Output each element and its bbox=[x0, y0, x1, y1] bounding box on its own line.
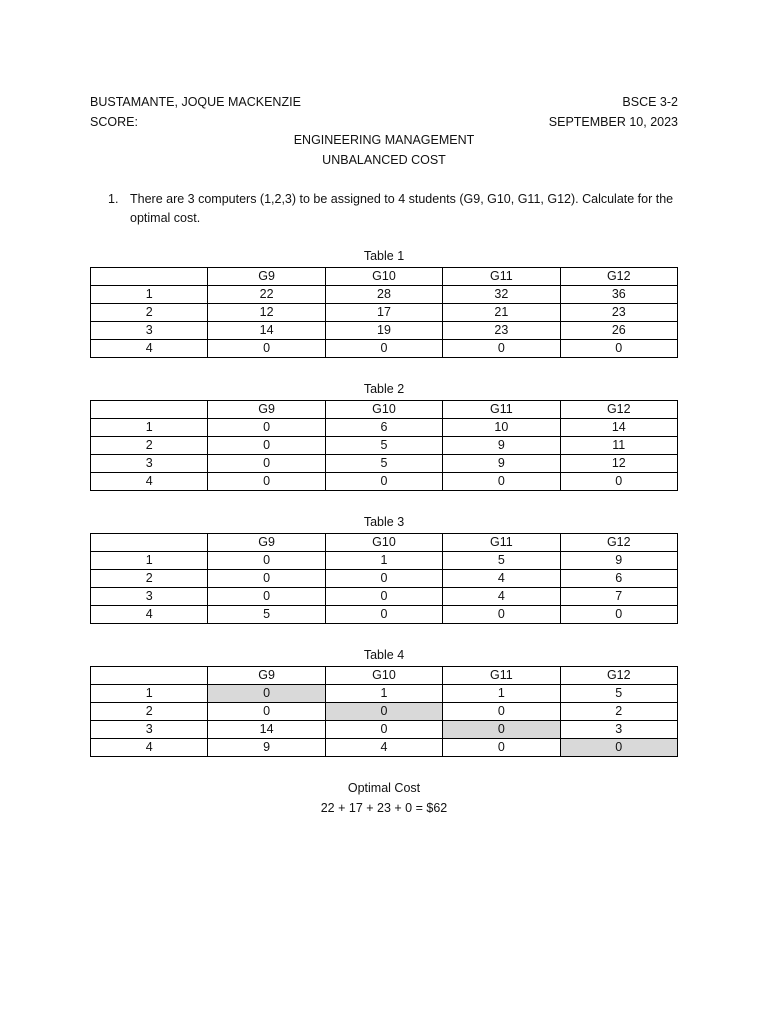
corner-header-cell bbox=[91, 534, 208, 552]
column-header-cell: G10 bbox=[325, 667, 442, 685]
table-4 bbox=[90, 666, 678, 757]
row-label-cell: 1 bbox=[91, 419, 208, 437]
column-header-cell: G9 bbox=[208, 534, 325, 552]
row-label-cell: 3 bbox=[91, 721, 208, 739]
column-header-cell: G10 bbox=[325, 268, 442, 286]
column-header-cell: G11 bbox=[443, 401, 560, 419]
corner-header-cell bbox=[91, 401, 208, 419]
column-header-cell: G12 bbox=[560, 667, 677, 685]
table-cell: 0 bbox=[208, 340, 325, 358]
table-cell: 4 bbox=[443, 570, 560, 588]
table-3-caption: Table 3 bbox=[363, 515, 405, 529]
table-row bbox=[91, 739, 678, 757]
table-cell: 7 bbox=[560, 588, 677, 606]
row-label-cell: 3 bbox=[91, 588, 208, 606]
column-header-cell: G12 bbox=[560, 268, 677, 286]
date-label: SEPTEMBER 10, 2023 bbox=[548, 115, 678, 129]
table-row bbox=[91, 721, 678, 739]
optimal-cost-title: Optimal Cost bbox=[347, 781, 421, 795]
table-cell: 22 bbox=[208, 286, 325, 304]
row-label-cell: 4 bbox=[91, 340, 208, 358]
row-label-cell: 1 bbox=[91, 286, 208, 304]
table-cell: 11 bbox=[560, 437, 677, 455]
column-header-cell: G10 bbox=[325, 401, 442, 419]
table-cell: 12 bbox=[560, 455, 677, 473]
table-cell: 0 bbox=[325, 570, 442, 588]
corner-header-cell bbox=[91, 667, 208, 685]
optimal-cost-equation: 22 + 17 + 23 + 0 = $62 bbox=[320, 801, 448, 815]
student-name: BUSTAMANTE, JOQUE MACKENZIE bbox=[90, 95, 301, 109]
table-1-caption: Table 1 bbox=[363, 249, 405, 263]
table-cell: 0 bbox=[325, 588, 442, 606]
table-cell: 3 bbox=[560, 721, 677, 739]
table-cell: 9 bbox=[208, 739, 325, 757]
table-cell: 0 bbox=[325, 606, 442, 624]
table-4-caption: Table 4 bbox=[363, 648, 405, 662]
table-cell: 0 bbox=[443, 739, 560, 757]
table-row bbox=[91, 437, 678, 455]
table-row bbox=[91, 606, 678, 624]
row-label-cell: 4 bbox=[91, 606, 208, 624]
highlighted-assignment-cell: 0 bbox=[208, 685, 325, 703]
highlighted-assignment-cell: 0 bbox=[443, 721, 560, 739]
table-cell: 0 bbox=[325, 473, 442, 491]
table-cell: 0 bbox=[208, 552, 325, 570]
row-label-cell: 4 bbox=[91, 739, 208, 757]
table-cell: 19 bbox=[325, 322, 442, 340]
table-row bbox=[91, 685, 678, 703]
topic-title: UNBALANCED COST bbox=[322, 153, 446, 167]
table-cell: 12 bbox=[208, 304, 325, 322]
table-cell: 0 bbox=[325, 340, 442, 358]
table-header-row bbox=[91, 268, 678, 286]
score-label: SCORE: bbox=[90, 115, 138, 129]
row-label-cell: 4 bbox=[91, 473, 208, 491]
table-cell: 5 bbox=[208, 606, 325, 624]
row-label-cell: 2 bbox=[91, 703, 208, 721]
table-cell: 36 bbox=[560, 286, 677, 304]
table-cell: 0 bbox=[208, 588, 325, 606]
table-cell: 21 bbox=[443, 304, 560, 322]
highlighted-assignment-cell: 0 bbox=[325, 703, 442, 721]
table-cell: 2 bbox=[560, 703, 677, 721]
table-cell: 0 bbox=[208, 473, 325, 491]
question-number: 1. bbox=[108, 192, 119, 206]
table-cell: 1 bbox=[325, 685, 442, 703]
table-row bbox=[91, 570, 678, 588]
table-row bbox=[91, 588, 678, 606]
table-cell: 10 bbox=[443, 419, 560, 437]
table-cell: 5 bbox=[443, 552, 560, 570]
column-header-cell: G11 bbox=[443, 534, 560, 552]
row-label-cell: 1 bbox=[91, 685, 208, 703]
table-cell: 0 bbox=[208, 703, 325, 721]
column-header-cell: G10 bbox=[325, 534, 442, 552]
question-item bbox=[108, 190, 678, 228]
table-cell: 0 bbox=[208, 437, 325, 455]
table-cell: 23 bbox=[443, 322, 560, 340]
table-cell: 6 bbox=[325, 419, 442, 437]
table-cell: 1 bbox=[325, 552, 442, 570]
table-row bbox=[91, 304, 678, 322]
table-row bbox=[91, 322, 678, 340]
table-cell: 0 bbox=[208, 455, 325, 473]
table-row bbox=[91, 286, 678, 304]
table-cell: 0 bbox=[443, 606, 560, 624]
table-cell: 17 bbox=[325, 304, 442, 322]
table-row bbox=[91, 552, 678, 570]
table-cell: 9 bbox=[560, 552, 677, 570]
table-cell: 23 bbox=[560, 304, 677, 322]
column-header-cell: G9 bbox=[208, 268, 325, 286]
table-1 bbox=[90, 267, 678, 358]
row-label-cell: 1 bbox=[91, 552, 208, 570]
column-header-cell: G11 bbox=[443, 268, 560, 286]
column-header-cell: G12 bbox=[560, 401, 677, 419]
row-label-cell: 2 bbox=[91, 304, 208, 322]
table-cell: 4 bbox=[443, 588, 560, 606]
table-row bbox=[91, 455, 678, 473]
table-cell: 1 bbox=[443, 685, 560, 703]
table-2-caption: Table 2 bbox=[363, 382, 405, 396]
table-header-row bbox=[91, 401, 678, 419]
row-label-cell: 2 bbox=[91, 570, 208, 588]
column-header-cell: G9 bbox=[208, 667, 325, 685]
table-cell: 0 bbox=[560, 606, 677, 624]
row-label-cell: 2 bbox=[91, 437, 208, 455]
table-cell: 0 bbox=[208, 419, 325, 437]
table-cell: 0 bbox=[560, 473, 677, 491]
table-cell: 5 bbox=[560, 685, 677, 703]
table-cell: 6 bbox=[560, 570, 677, 588]
table-cell: 5 bbox=[325, 437, 442, 455]
table-row bbox=[91, 473, 678, 491]
table-cell: 9 bbox=[443, 455, 560, 473]
column-header-cell: G9 bbox=[208, 401, 325, 419]
table-2 bbox=[90, 400, 678, 491]
table-cell: 4 bbox=[325, 739, 442, 757]
table-row bbox=[91, 419, 678, 437]
course-title: ENGINEERING MANAGEMENT bbox=[293, 133, 475, 147]
table-row bbox=[91, 340, 678, 358]
question-text: There are 3 computers (1,2,3) to be assigned to 4 students (G9, G10, G11, G12). Calculate for the optimal cost. bbox=[130, 192, 674, 225]
header-line-2 bbox=[90, 114, 678, 130]
table-cell: 0 bbox=[208, 570, 325, 588]
table-cell: 0 bbox=[443, 703, 560, 721]
table-cell: 0 bbox=[560, 340, 677, 358]
table-cell: 9 bbox=[443, 437, 560, 455]
table-3 bbox=[90, 533, 678, 624]
table-cell: 32 bbox=[443, 286, 560, 304]
corner-header-cell bbox=[91, 268, 208, 286]
table-row bbox=[91, 703, 678, 721]
table-cell: 0 bbox=[443, 340, 560, 358]
table-cell: 28 bbox=[325, 286, 442, 304]
table-cell: 0 bbox=[443, 473, 560, 491]
table-cell: 0 bbox=[325, 721, 442, 739]
section-label: BSCE 3-2 bbox=[622, 95, 678, 109]
header-line-1 bbox=[90, 94, 678, 110]
table-cell: 14 bbox=[208, 322, 325, 340]
highlighted-assignment-cell: 0 bbox=[560, 739, 677, 757]
table-header-row bbox=[91, 534, 678, 552]
table-cell: 14 bbox=[560, 419, 677, 437]
column-header-cell: G11 bbox=[443, 667, 560, 685]
column-header-cell: G12 bbox=[560, 534, 677, 552]
table-header-row bbox=[91, 667, 678, 685]
table-cell: 14 bbox=[208, 721, 325, 739]
table-cell: 26 bbox=[560, 322, 677, 340]
row-label-cell: 3 bbox=[91, 322, 208, 340]
table-cell: 5 bbox=[325, 455, 442, 473]
row-label-cell: 3 bbox=[91, 455, 208, 473]
